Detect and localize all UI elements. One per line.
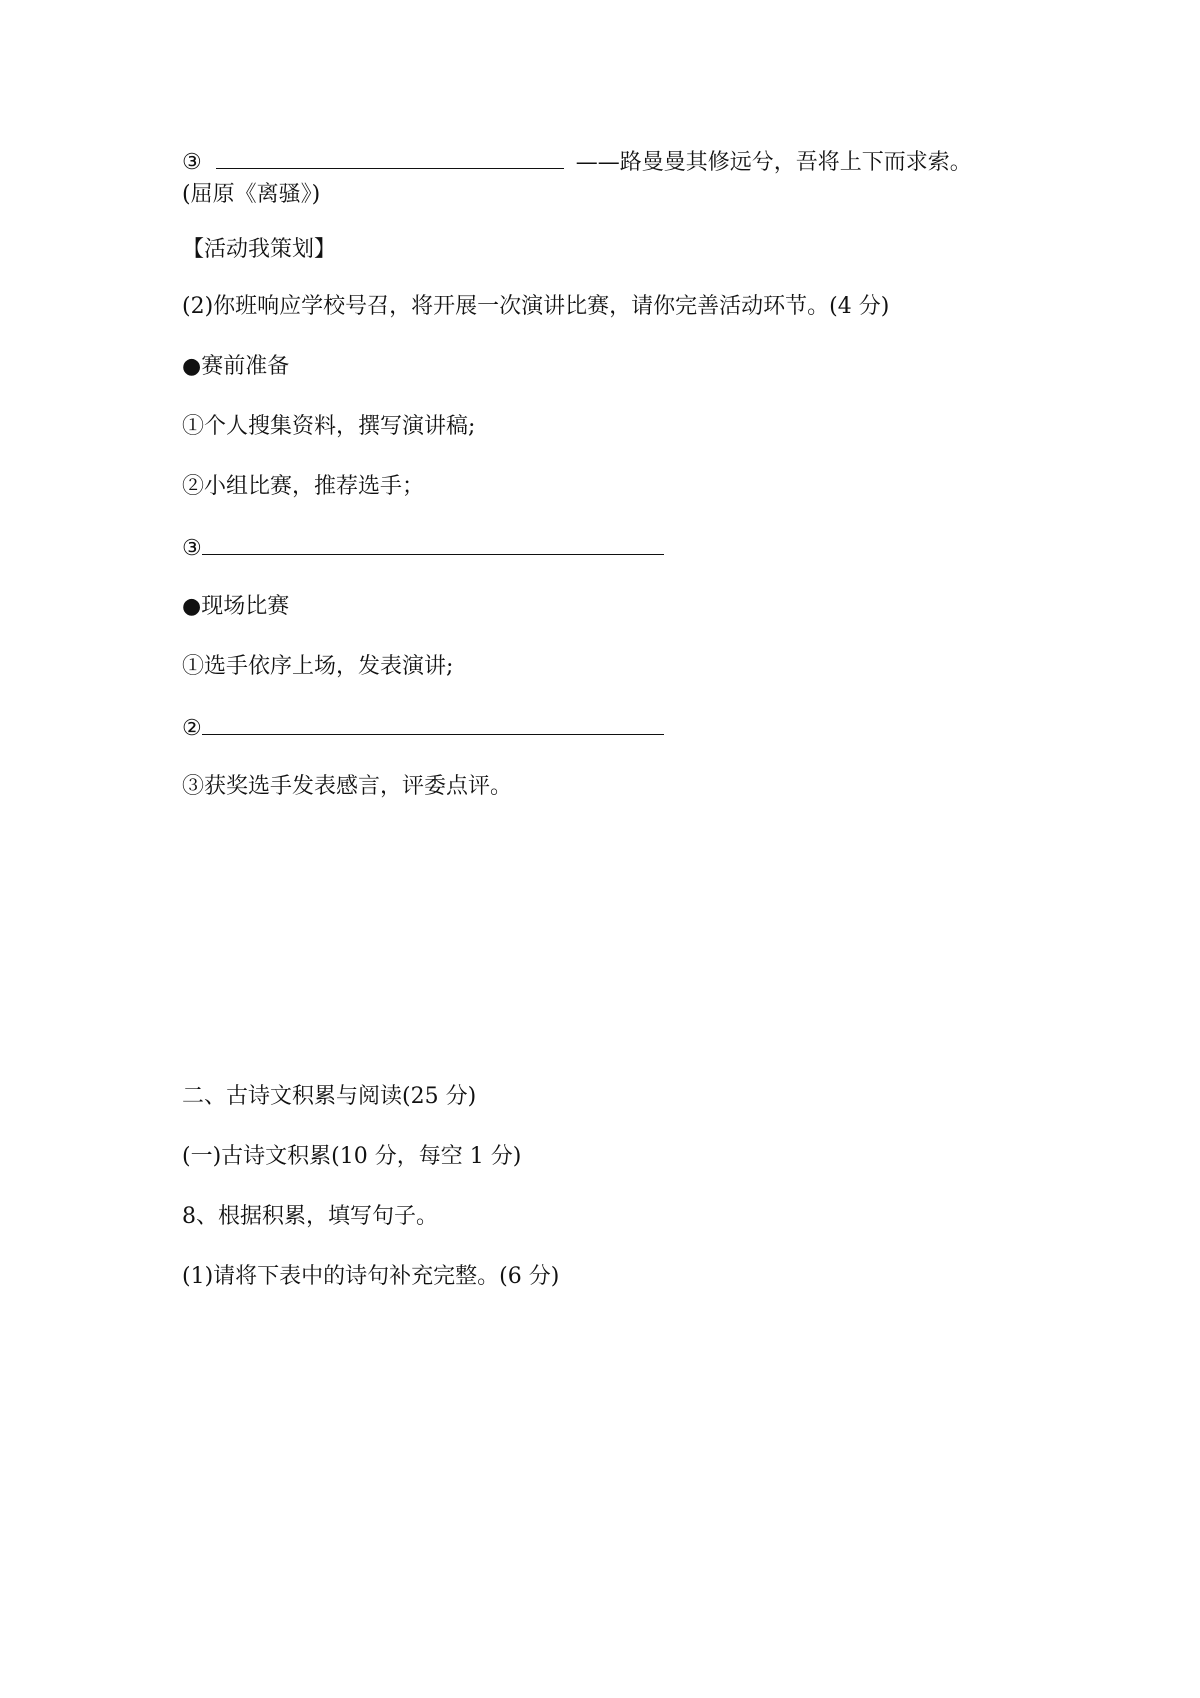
poem-fill-blank[interactable] bbox=[216, 146, 564, 169]
prep-item-blank-line bbox=[182, 532, 664, 564]
poem-fill-tail: ——路曼曼其修远兮，吾将上下而求索。 bbox=[575, 150, 972, 175]
poem-fill-marker: ③ bbox=[182, 150, 202, 175]
live-heading: ●现场比赛 bbox=[182, 594, 290, 619]
activity-heading: 【活动我策划】 bbox=[182, 237, 337, 262]
live-item-marker: ② bbox=[182, 716, 202, 741]
poem-fill-line bbox=[182, 146, 972, 178]
prep-heading: ●赛前准备 bbox=[182, 354, 290, 379]
prep-item: ①个人搜集资料，撰写演讲稿; bbox=[182, 414, 476, 439]
question-8: 8、根据积累，填写句子。 bbox=[182, 1204, 438, 1229]
prep-item: ②小组比赛，推荐选手； bbox=[182, 474, 425, 499]
live-answer-blank[interactable] bbox=[202, 712, 664, 735]
activity-question: (2)你班响应学校号召，将开展一次演讲比赛，请你完善活动环节。(4 分) bbox=[182, 294, 890, 319]
question-8-1: (1)请将下表中的诗句补充完整。(6 分) bbox=[182, 1264, 560, 1289]
live-item-blank-line bbox=[182, 712, 664, 744]
section2-subheading: (一)古诗文积累(10 分，每空 1 分) bbox=[182, 1144, 522, 1169]
poem-source: (屈原《离骚》) bbox=[182, 182, 321, 207]
prep-answer-blank[interactable] bbox=[202, 532, 664, 555]
live-item: ①选手依序上场，发表演讲; bbox=[182, 654, 454, 679]
live-item: ③获奖选手发表感言，评委点评。 bbox=[182, 774, 513, 799]
section2-heading: 二、古诗文积累与阅读(25 分) bbox=[182, 1084, 477, 1109]
prep-item-marker: ③ bbox=[182, 536, 202, 561]
